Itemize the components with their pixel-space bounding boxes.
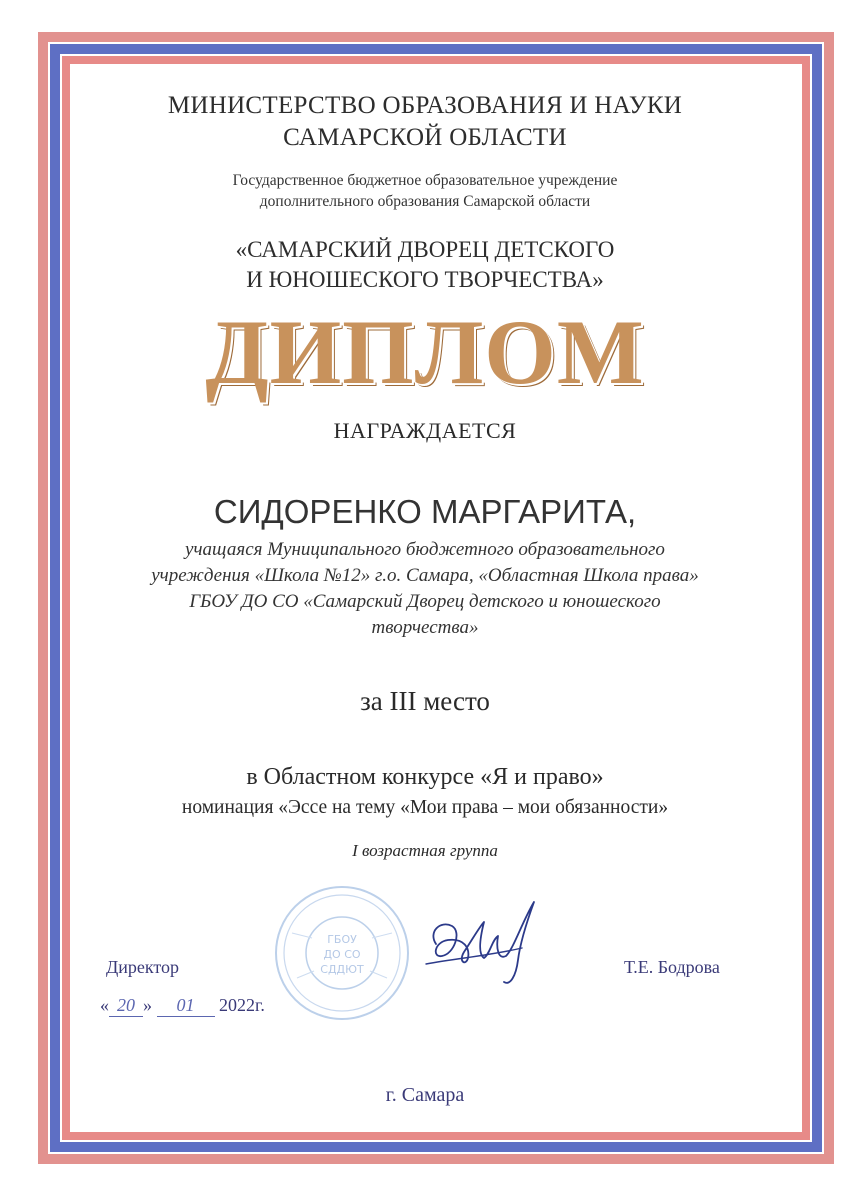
- seal-stamp: [272, 883, 412, 1023]
- age-group: I возрастная группа: [352, 841, 498, 860]
- city: г. Самара: [385, 1084, 465, 1106]
- contest-name: в Областном конкурсе «Я и право»: [246, 764, 604, 790]
- description-line-4: творчества»: [371, 617, 479, 638]
- ministry-line-2: САМАРСКОЙ ОБЛАСТИ: [283, 124, 567, 151]
- date-close-quote: »: [143, 995, 152, 1015]
- director-name: Т.Е. Бодрова: [624, 957, 720, 977]
- palace-line-1: «САМАРСКИЙ ДВОРЕЦ ДЕТСКОГО: [235, 237, 615, 262]
- recipient-name: СИДОРЕНКО МАРГАРИТА,: [213, 493, 637, 530]
- description-line-3: ГБОУ ДО СО «Самарский Дворец детского и юношеского: [189, 591, 661, 612]
- nomination: номинация «Эссе на тему «Мои права – мои обязанности»: [181, 797, 669, 818]
- director-label: Директор: [106, 957, 180, 977]
- place-award: за III место: [360, 686, 490, 716]
- palace-line-2: И ЮНОШЕСКОГО ТВОРЧЕСТВА»: [246, 267, 604, 292]
- institution-line-1: Государственное бюджетное образовательное учреждение: [232, 172, 618, 189]
- institution-line-2: дополнительного образования Самарской области: [259, 193, 591, 210]
- director-signature: [418, 882, 558, 992]
- svg-text:ДО СО: ДО СО: [323, 948, 361, 961]
- svg-text:ГБОУ: ГБОУ: [327, 933, 357, 946]
- awarded-heading: НАГРАЖДАЕТСЯ: [333, 418, 517, 443]
- ministry-line-1: МИНИСТЕРСТВО ОБРАЗОВАНИЯ И НАУКИ: [167, 92, 683, 119]
- date-month: 01: [157, 995, 215, 1017]
- diploma-title: ДИПЛОМ: [205, 301, 645, 403]
- description-line-1: учащаяся Муниципального бюджетного образовательного: [185, 539, 665, 560]
- date-day: 20: [109, 995, 143, 1017]
- issue-date: [100, 995, 265, 1017]
- svg-text:СДДЮТ: СДДЮТ: [320, 963, 364, 976]
- date-year: 2022г.: [219, 995, 265, 1015]
- date-open-quote: «: [100, 995, 109, 1015]
- description-line-2: учреждения «Школа №12» г.о. Самара, «Областная Школа права»: [151, 565, 699, 586]
